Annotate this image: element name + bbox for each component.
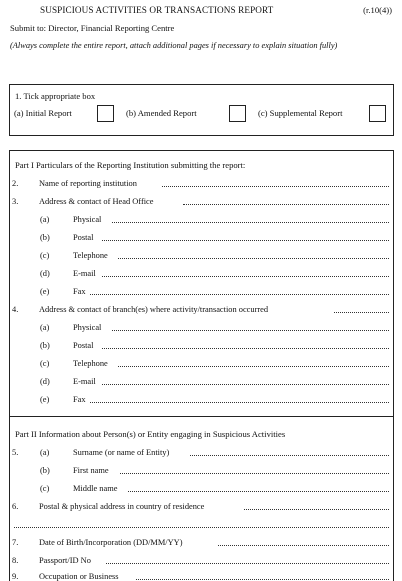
supplemental-report-label: (c) Supplemental Report	[258, 108, 343, 118]
residence-address-extra-line[interactable]	[14, 527, 389, 528]
item-number: 5.	[12, 448, 19, 457]
item-number: 3.	[12, 197, 19, 206]
field-label: Surname (or name of Entity)	[73, 448, 170, 457]
field-label: Physical	[73, 323, 102, 332]
sub-item-letter: (e)	[40, 395, 50, 404]
amended-report-checkbox[interactable]	[229, 105, 246, 122]
head-office-address-field[interactable]	[183, 204, 389, 205]
form-row	[12, 359, 389, 370]
field-label: E-mail	[73, 377, 96, 386]
form-row	[12, 269, 389, 280]
field-label: Passport/ID No	[39, 556, 91, 565]
sub-item-letter: (b)	[40, 341, 50, 350]
form-row	[12, 179, 389, 190]
form-row	[12, 323, 389, 334]
form-row	[12, 572, 389, 581]
item-number: 2.	[12, 179, 19, 188]
field-label: Fax	[73, 287, 86, 296]
middle-name-field[interactable]	[128, 491, 389, 492]
sub-item-letter: (a)	[40, 215, 50, 224]
occupation-field[interactable]	[136, 579, 389, 580]
field-label: First name	[73, 466, 109, 475]
head-office-fax-field[interactable]	[90, 294, 389, 295]
amended-report-label: (b) Amended Report	[126, 108, 197, 118]
sub-item-letter: (d)	[40, 377, 50, 386]
surname-field[interactable]	[190, 455, 389, 456]
branch-fax-field[interactable]	[90, 402, 389, 403]
sub-item-letter: (b)	[40, 466, 50, 475]
initial-report-checkbox[interactable]	[97, 105, 114, 122]
item-number: 6.	[12, 502, 19, 511]
item-number: 4.	[12, 305, 19, 314]
branch-telephone-field[interactable]	[118, 366, 389, 367]
supplemental-report-checkbox[interactable]	[369, 105, 386, 122]
field-label: Telephone	[73, 251, 108, 260]
instruction-text: (Always complete the entire report, attach additional pages if necessary to explain situation fully)	[10, 41, 338, 50]
sub-item-letter: (d)	[40, 269, 50, 278]
form-row	[12, 448, 389, 459]
sub-item-letter: (a)	[40, 448, 50, 457]
form-row	[12, 502, 389, 513]
field-label: Address & contact of Head Office	[39, 197, 154, 206]
tick-box-label: 1. Tick appropriate box	[15, 91, 96, 101]
sub-item-letter: (a)	[40, 323, 50, 332]
branch-physical-field[interactable]	[112, 330, 389, 331]
field-label: Telephone	[73, 359, 108, 368]
sub-item-letter: (b)	[40, 233, 50, 242]
form-row	[12, 556, 389, 567]
head-office-physical-field[interactable]	[112, 222, 389, 223]
field-label: Name of reporting institution	[39, 179, 137, 188]
field-label: Postal	[73, 341, 94, 350]
field-label: Physical	[73, 215, 102, 224]
field-label: Address & contact of branch(es) where activity/transaction occurred	[39, 305, 269, 314]
branch-address-field[interactable]	[334, 312, 389, 313]
branch-email-field[interactable]	[102, 384, 389, 385]
submit-to-line: Submit to: Director, Financial Reporting Centre	[10, 23, 175, 33]
branch-postal-field[interactable]	[102, 348, 389, 349]
head-office-email-field[interactable]	[102, 276, 389, 277]
form-row	[12, 251, 389, 262]
head-office-telephone-field[interactable]	[118, 258, 389, 259]
field-label: Postal	[73, 233, 94, 242]
form-row	[12, 484, 389, 495]
part-1-title: Part I Particulars of the Reporting Institution submitting the report:	[15, 160, 246, 170]
initial-report-label: (a) Initial Report	[14, 108, 72, 118]
first-name-field[interactable]	[120, 473, 389, 474]
passport-id-field[interactable]	[106, 563, 389, 564]
residence-address-field[interactable]	[244, 509, 389, 510]
item-number: 9.	[12, 572, 19, 581]
part-2-section	[9, 416, 394, 581]
sub-item-letter: (e)	[40, 287, 50, 296]
form-row	[12, 538, 389, 549]
report-title: SUSPICIOUS ACTIVITIES OR TRANSACTIONS REPORT	[40, 5, 274, 15]
field-label: Middle name	[73, 484, 118, 493]
form-row	[12, 215, 389, 226]
field-label: Fax	[73, 395, 86, 404]
part-2-title: Part II Information about Person(s) or Entity engaging in Suspicious Activities	[15, 429, 286, 439]
sub-item-letter: (c)	[40, 251, 50, 260]
head-office-postal-field[interactable]	[102, 240, 389, 241]
reporting-institution-name-field[interactable]	[162, 186, 389, 187]
date-of-birth-field[interactable]	[218, 545, 389, 546]
field-label: Date of Birth/Incorporation (DD/MM/YY)	[39, 538, 183, 547]
form-row	[12, 395, 389, 406]
report-type-section	[9, 84, 394, 136]
field-label: Occupation or Business	[39, 572, 119, 581]
form-row	[12, 341, 389, 352]
form-row	[12, 466, 389, 477]
form-row	[12, 287, 389, 298]
field-label: Postal & physical address in country of residence	[39, 502, 205, 511]
item-number: 8.	[12, 556, 19, 565]
part-1-section	[9, 150, 394, 416]
sub-item-letter: (c)	[40, 359, 50, 368]
form-row	[12, 377, 389, 388]
field-label: E-mail	[73, 269, 96, 278]
report-header	[0, 5, 402, 18]
form-row	[12, 233, 389, 244]
form-row	[12, 305, 389, 316]
form-row	[12, 197, 389, 208]
regulation-reference: (r.10(4))	[363, 5, 392, 15]
item-number: 7.	[12, 538, 19, 547]
sub-item-letter: (c)	[40, 484, 50, 493]
